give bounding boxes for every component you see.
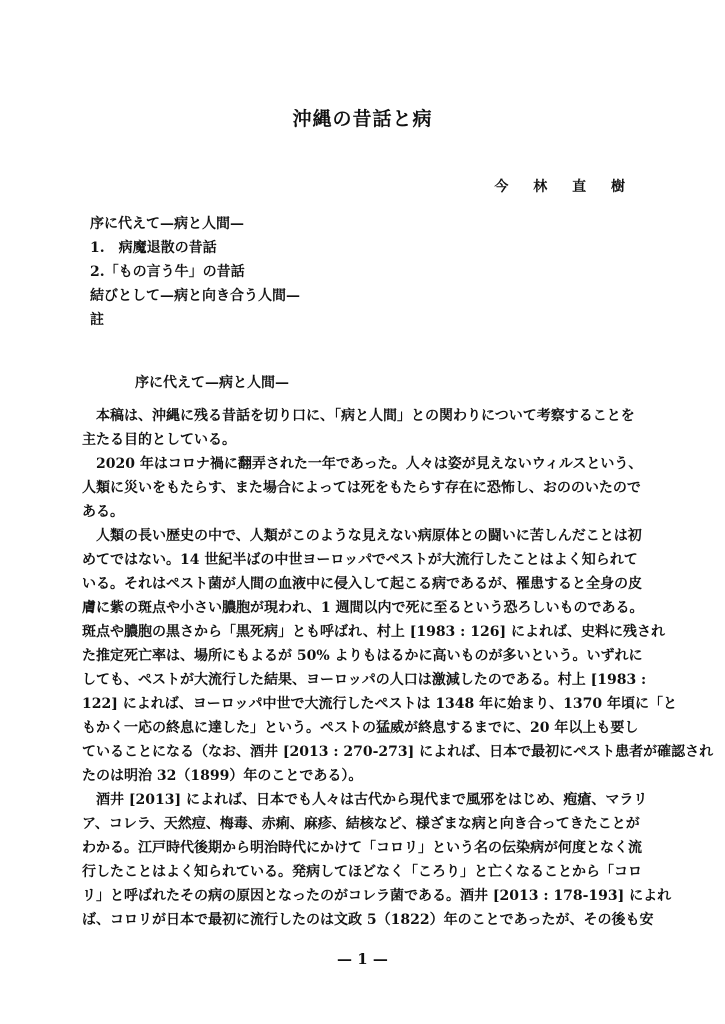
text-line: たのは明治 32（1899）年のことである）。 xyxy=(82,768,363,784)
text-line: ていることになる（なお、酒井 [2013 : 270-273] によれば、日本で最初にペスト患者が確認され xyxy=(82,744,714,760)
text-line: 2020 年はコロナ禍に翻弄された一年であった。人々は姿が見えないウィルスという、 xyxy=(96,456,643,472)
text-line: ば、コロリが日本で最初に流行したのは文政 5（1822）年のことであったが、その後も安 xyxy=(82,912,654,928)
text-line: ア、コレラ、天然痘、梅毒、赤痢、麻疹、結核など、様ざまな病と向き合ってきたことが xyxy=(82,816,640,832)
table-of-contents xyxy=(90,212,650,332)
text-line: わかる。江戸時代後期から明治時代にかけて「コロリ」という名の伝染病が何度となく流 xyxy=(82,840,642,856)
toc-item: 註 xyxy=(90,312,104,328)
text-line: もかく一応の終息に達した」という。ペストの猛威が終息するまでに、20 年以上も要し xyxy=(82,720,639,736)
toc-item: 1. 病魔退散の昔話 xyxy=(90,240,217,256)
text-line: めてではない。14 世紀半ばの中世ヨーロッパでペストが大流行したことはよく知られて xyxy=(82,552,638,568)
body-text xyxy=(82,404,714,932)
toc-item: 結びとして—病と向き合う人間— xyxy=(90,288,300,304)
text-line: た推定死亡率は、場所にもよるが 50% よりもはるかに高いものが多いという。いずれに xyxy=(82,648,643,664)
text-line: 行したことはよく知られている。発病してほどなく「ころり」と亡くなることから「コロ xyxy=(82,864,642,880)
text-line: 本稿は、沖縄に残る昔話を切り口に、「病と人間」との関わりについて考察することを xyxy=(96,408,635,424)
text-line: 人類に災いをもたらす、また場合によっては死をもたらす存在に恐怖し、おののいたので xyxy=(82,480,641,496)
text-line: リ」と呼ばれたその病の原因となったのがコレラ菌である。酒井 [2013 : 178-193] によれ xyxy=(82,888,672,904)
toc-item: 2.「もの言う牛」の昔話 xyxy=(90,264,245,280)
text-line: 122] によれば、ヨーロッパ中世で大流行したペストは 1348 年に始まり、1370 年頃に「と xyxy=(82,696,677,712)
section-heading: 序に代えて—病と人間— xyxy=(135,375,289,391)
author-name: 今 林 直 樹 xyxy=(494,179,635,195)
text-line: 膚に紫の斑点や小さい膿胞が現われ、1 週間以内で死に至るという恐ろしいものである。 xyxy=(82,600,644,616)
text-line: 酒井 [2013] によれば、日本でも人々は古代から現代まで風邪をはじめ、疱瘡、マラリ xyxy=(96,792,648,808)
text-line: しても、ペストが大流行した結果、ヨーロッパの人口は激減したのである。村上 [1983 : xyxy=(82,672,647,688)
text-line: 斑点や膿胞の黒さから「黒死病」とも呼ばれ、村上 [1983 : 126] によれば、史料に残され xyxy=(82,624,665,640)
article-title: 沖縄の昔話と病 xyxy=(292,108,433,130)
text-line: 人類の長い歴史の中で、人類がこのような見えない病原体との闘いに苦しんだことは初 xyxy=(96,528,642,544)
page-number: — 1 — xyxy=(337,950,388,968)
toc-item: 序に代えて—病と人間— xyxy=(90,216,244,232)
text-line: いる。それはペスト菌が人間の血液中に侵入して起こる病であるが、罹患すると全身の皮 xyxy=(82,576,642,592)
text-line: 主たる目的としている。 xyxy=(82,432,236,448)
text-line: ある。 xyxy=(82,504,124,520)
